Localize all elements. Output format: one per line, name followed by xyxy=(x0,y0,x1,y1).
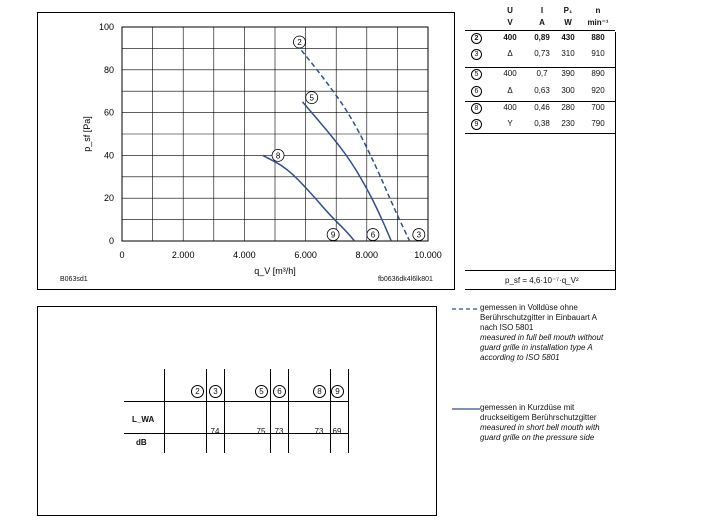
sound-label-db: dB xyxy=(136,438,147,447)
table-cell-n: 920 xyxy=(591,86,605,95)
table-row xyxy=(465,103,615,116)
x-tick-label: 8.000 xyxy=(355,250,379,260)
table-cell-i: 0,46 xyxy=(534,103,550,112)
x-axis-label: q_V [m³/h] xyxy=(254,266,296,276)
sound-grid-v xyxy=(224,369,225,453)
legend-dashed-en: measured in full bell mouth without guard grille in installation type A according to ISO 5801 xyxy=(480,333,604,362)
x-tick-label: 0 xyxy=(119,250,125,260)
table-cell-p: 300 xyxy=(561,86,575,95)
sound-value: 74 xyxy=(210,427,220,436)
sound-label-lwa: L_WA xyxy=(132,415,155,424)
sound-grid-v xyxy=(330,369,331,453)
legend-dashed-text xyxy=(480,303,610,363)
table-cell-n: 910 xyxy=(591,49,605,58)
sound-grid-h xyxy=(124,401,348,402)
y-tick-label: 60 xyxy=(103,107,114,118)
unit-u: V xyxy=(507,18,513,27)
table-cell-u: 400 xyxy=(503,69,517,78)
unit-i: A xyxy=(539,18,545,27)
table-row xyxy=(465,69,615,82)
sound-value: 73 xyxy=(274,427,284,436)
table-row xyxy=(465,86,615,99)
table-cell-p: 390 xyxy=(561,69,575,78)
curve-label-9: 9 xyxy=(330,230,336,240)
sound-header-8: 8 xyxy=(313,385,326,398)
sound-header-3: 3 xyxy=(209,385,222,398)
sound-header-5: 5 xyxy=(255,385,268,398)
table-row xyxy=(465,49,615,62)
legend-dashed-de: gemessen in Volldüse ohne Berührschutzgitter in Einbauart A nach ISO 5801 xyxy=(480,303,597,332)
header-u: U xyxy=(507,6,513,15)
table-cell-n: 890 xyxy=(591,69,605,78)
sound-grid-v xyxy=(270,369,271,453)
table-cell-id: 6 xyxy=(471,86,482,97)
table-cell-id: 9 xyxy=(471,119,482,130)
table-cell-n: 700 xyxy=(591,103,605,112)
header-i: I xyxy=(540,6,544,15)
sound-grid-v xyxy=(164,369,165,453)
y-tick-label: 80 xyxy=(103,64,114,75)
x-tick-label: 10.000 xyxy=(414,250,442,260)
chart-code-right: fb0636dk4l6lk801 xyxy=(378,276,433,283)
table-divider xyxy=(465,101,615,102)
table-cell-i: 0,89 xyxy=(534,33,550,42)
formula-text: p_sf = 4,6·10⁻⁷·q_V² xyxy=(505,276,579,285)
x-tick-label: 6.000 xyxy=(294,250,317,260)
curve-label-5: 5 xyxy=(309,93,314,103)
y-tick-label: 100 xyxy=(98,22,114,32)
y-tick-label: 40 xyxy=(103,150,114,161)
table-cell-p: 280 xyxy=(561,103,575,112)
table-cell-n: 790 xyxy=(591,119,605,128)
table-divider xyxy=(465,67,615,68)
table-cell-u: Δ xyxy=(507,49,513,58)
formula-box xyxy=(465,270,615,290)
legend-solid-text xyxy=(480,403,610,443)
legend-solid-line xyxy=(452,406,482,412)
curve-label-6: 6 xyxy=(370,230,376,240)
table-cell-p: 310 xyxy=(561,49,575,58)
curve-label-2: 2 xyxy=(297,37,302,47)
header-p: P₁ xyxy=(563,6,573,15)
table-row xyxy=(465,119,615,132)
table-row xyxy=(465,33,615,46)
series-curve-2-3 xyxy=(296,44,409,241)
x-tick-label: 2.000 xyxy=(171,250,195,260)
table-cell-id: 2 xyxy=(471,33,482,44)
table-cell-p: 430 xyxy=(561,33,575,42)
table-vertical-rule xyxy=(615,32,616,290)
sound-grid-v xyxy=(348,369,349,453)
table-cell-n: 880 xyxy=(591,33,605,42)
series-curve-5-6 xyxy=(303,102,392,241)
sound-value: 69 xyxy=(332,427,342,436)
y-tick-label: 20 xyxy=(103,193,114,204)
unit-n: min⁻¹ xyxy=(587,18,609,27)
x-tick-label: 4.000 xyxy=(233,250,256,260)
header-n: n xyxy=(595,6,601,15)
sound-header-9: 9 xyxy=(331,385,344,398)
sound-grid-v xyxy=(206,369,207,453)
table-cell-id: 3 xyxy=(471,49,482,60)
sound-grid-v xyxy=(288,369,289,453)
legend-solid-de: gemessen in Kurzdüse mit druckseitigem Berührschutzgitter xyxy=(480,403,597,422)
table-cell-u: Δ xyxy=(507,86,513,95)
y-tick-label: 0 xyxy=(108,236,114,246)
table-divider xyxy=(465,133,615,134)
curve-label-8: 8 xyxy=(275,151,281,161)
table-divider xyxy=(465,30,615,31)
fan-data-table xyxy=(465,6,615,146)
curve-label-3: 3 xyxy=(416,230,422,240)
table-cell-u: 400 xyxy=(503,103,517,112)
sound-table xyxy=(124,369,364,453)
sound-header-6: 6 xyxy=(273,385,286,398)
unit-p: W xyxy=(564,18,572,27)
chart-code-left: B063sd1 xyxy=(60,276,88,283)
sound-value: 73 xyxy=(314,427,324,436)
legend-solid-en: measured in short bell mouth with guard grille on the pressure side xyxy=(480,423,600,442)
sound-value: 75 xyxy=(256,427,266,436)
table-cell-u: 400 xyxy=(503,33,517,42)
table-cell-i: 0,7 xyxy=(536,69,548,78)
y-axis-label: p_sf [Pa] xyxy=(82,116,92,152)
table-cell-i: 0,73 xyxy=(534,49,550,58)
table-cell-i: 0,38 xyxy=(534,119,550,128)
table-cell-id: 5 xyxy=(471,69,482,80)
table-cell-id: 8 xyxy=(471,103,482,114)
sound-header-2: 2 xyxy=(191,385,204,398)
table-cell-i: 0,63 xyxy=(534,86,550,95)
legend-dashed-line xyxy=(452,306,482,312)
table-cell-p: 230 xyxy=(561,119,575,128)
table-cell-u: Y xyxy=(507,119,513,128)
